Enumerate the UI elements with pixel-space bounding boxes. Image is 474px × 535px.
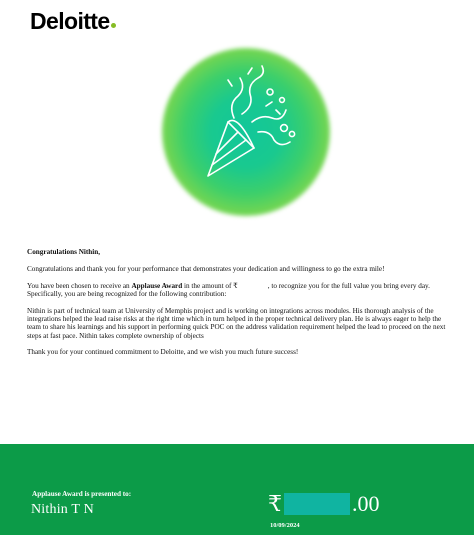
p2-after: , to recognize you for the full value you bring every day. Specifically, you are being recognized for the following contribution: bbox=[27, 281, 430, 299]
letter-paragraph-3: Nithin is part of technical team at University of Memphis project and is working on integrations across modules. His thorough analysis of the integrations helped the lead raise risks at the right time which in turn helped in the proper technical delivery plan. He is always eager to help the team to share his learnings and his support in performing quick POC on the address validation requirement helped the lead to proceed on the next steps at fast pace. Nithin takes complete ownership of objects bbox=[27, 306, 446, 340]
award-footer bbox=[0, 444, 474, 535]
letter-paragraph-2 bbox=[27, 282, 449, 299]
redacted-amount bbox=[284, 493, 350, 515]
letter-paragraph-4: Thank you for your continued commitment to Deloitte, and we wish you much future success! bbox=[27, 348, 299, 357]
award-date: 10/09/2024 bbox=[270, 522, 300, 529]
presented-label: Applause Award is presented to: bbox=[32, 490, 132, 498]
brand-dot bbox=[111, 23, 116, 28]
header bbox=[30, 6, 116, 38]
brand-logo: Deloitte bbox=[30, 8, 110, 34]
currency-symbol: ₹ bbox=[268, 491, 282, 516]
amount-suffix: .00 bbox=[352, 491, 380, 516]
award-letter bbox=[27, 248, 449, 365]
recipient-name: Nithin T N bbox=[31, 502, 94, 517]
award-name: Applause Award bbox=[131, 281, 183, 290]
letter-paragraph-1: Congratulations and thank you for your performance that demonstrates your dedication and willingness to go the extra mile! bbox=[27, 265, 385, 274]
p2-middle: in the amount of ₹ bbox=[182, 281, 238, 290]
p2-before: You have been chosen to receive an bbox=[27, 281, 132, 290]
letter-greeting: Congratulations Nithin, bbox=[27, 248, 101, 256]
party-popper-icon bbox=[162, 48, 330, 216]
award-amount bbox=[268, 490, 380, 518]
